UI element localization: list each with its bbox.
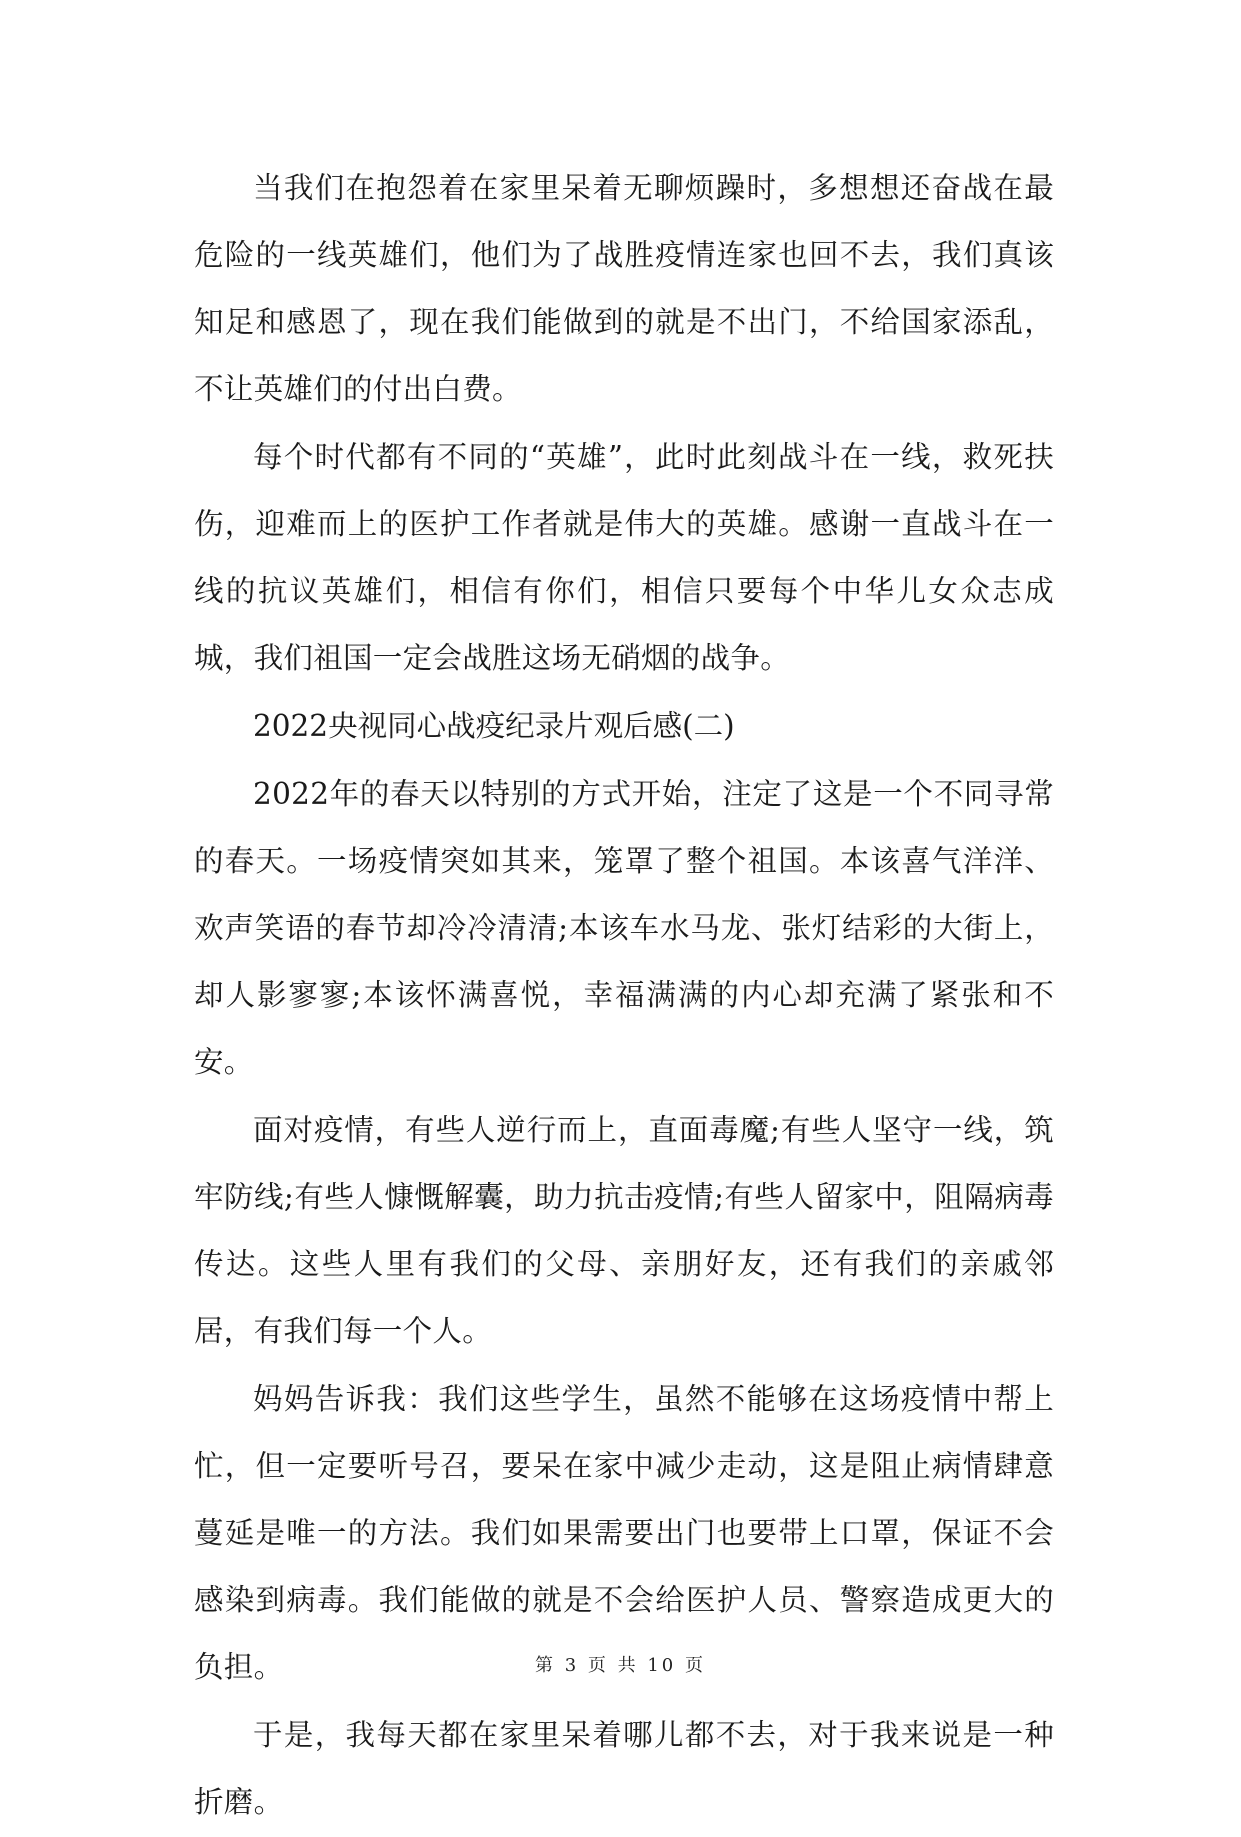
paragraph-4: 面对疫情，有些人逆行而上，直面毒魔;有些人坚守一线，筑牢防线;有些人慷慨解囊，助力抗击疫情;有些人留家中，阻隔病毒传达。这些人里有我们的父母、亲朋好友，还有我们的亲戚邻居，有我们每一个人。 xyxy=(194,1113,1054,1348)
paragraph-3: 2022年的春天以特别的方式开始，注定了这是一个不同寻常的春天。一场疫情突如其来，笼罩了整个祖国。本该喜气洋洋、欢声笑语的春节却冷冷清清;本该车水马龙、张灯结彩的大街上，却人影寥寥;本该怀满喜悦，幸福满满的内心却充满了紧张和不安。 xyxy=(194,777,1054,1079)
paragraph-5: 妈妈告诉我：我们这些学生，虽然不能够在这场疫情中帮上忙，但一定要听号召，要呆在家中减少走动，这是阻止病情肆意蔓延是唯一的方法。我们如果需要出门也要带上口罩，保证不会感染到病毒。我们能做的就是不会给医护人员、警察造成更大的负担。 xyxy=(194,1382,1054,1684)
paragraph-2: 每个时代都有不同的“英雄”，此时此刻战斗在一线，救死扶伤，迎难而上的医护工作者就是伟大的英雄。感谢一直战斗在一线的抗议英雄们，相信有你们，相信只要每个中华儿女众志成城，我们祖国一定会战胜这场无硝烟的战争。 xyxy=(194,440,1054,675)
page-number-footer: 第 3 页 共 10 页 xyxy=(535,1655,706,1676)
paragraph-6: 于是，我每天都在家里呆着哪儿都不去，对于我来说是一种折磨。 xyxy=(194,1718,1054,1819)
paragraph-1: 当我们在抱怨着在家里呆着无聊烦躁时，多想想还奋战在最危险的一线英雄们，他们为了战胜疫情连家也回不去，我们真该知足和感恩了，现在我们能做到的就是不出门，不给国家添乱，不让英雄们的付出白费。 xyxy=(194,171,1054,406)
document-body xyxy=(194,155,1054,1837)
section-heading: 2022央视同心战疫纪录片观后感(二) xyxy=(253,709,735,743)
